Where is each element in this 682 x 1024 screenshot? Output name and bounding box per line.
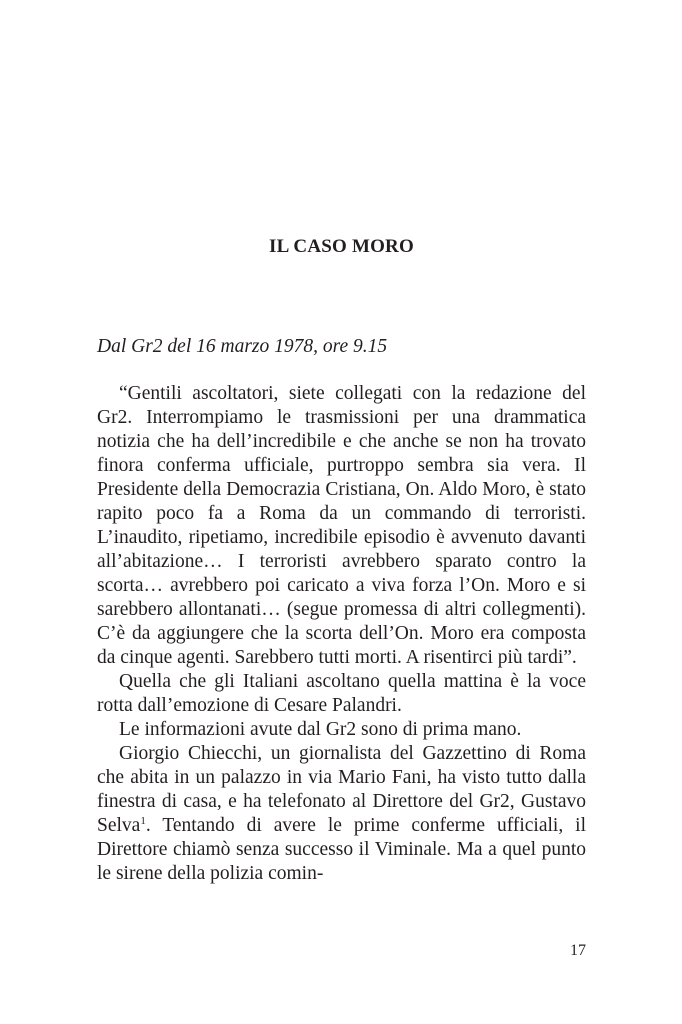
paragraph: Quella che gli Italiani ascoltano quella mattina è la voce rotta dall’emozione di Cesare Palandri. xyxy=(97,671,586,716)
body-text xyxy=(97,382,586,886)
paragraph: “Gentili ascoltatori, siete collegati con la redazione del Gr2. Interrompiamo le trasmissioni per una drammatica notizia che ha dell’incredibile e che anche se non ha trovato finora conferma ufficiale, purtroppo sembra sia vera. Il Presidente della Democrazia Cristiana, On. Aldo Moro, è stato rapito poco fa a Roma da un commando di terroristi. L’inaudito, ripetiamo, incredibile episodio è avvenuto davanti all’abitazione… I terroristi avrebbero sparato contro la scorta… avrebbero poi caricato a viva forza l’On. Moro e si sarebbero allontanati… (segue promessa di altri collegmenti). C’è da aggiungere che la scorta dell’On. Moro era composta da cinque agenti. Sarebbero tutti morti. A risentirci più tardi”. xyxy=(97,383,586,668)
paragraph-text: Giorgio Chiecchi, un giornalista del Gazzettino di Roma che abita in un palazzo in via Mario Fani, ha visto tutto dalla finestra di casa, e ha telefonato al Direttore del Gr2, Gustavo Selva xyxy=(97,743,586,836)
paragraph: Le informazioni avute dal Gr2 sono di prima mano. xyxy=(119,719,522,740)
paragraph-text: Tentando di avere le prime conferme ufficiali, il Direttore chiamò senza successo il Viminale. Ma a quel punto le sirene della polizia comin- xyxy=(97,815,586,884)
paragraph xyxy=(97,742,586,886)
footnote-punct: . xyxy=(145,815,151,836)
footnote-marker[interactable]: 1 xyxy=(140,815,146,827)
page-number: 17 xyxy=(570,942,586,959)
chapter-subtitle: Dal Gr2 del 16 marzo 1978, ore 9.15 xyxy=(97,336,388,357)
book-page xyxy=(97,0,586,1024)
chapter-title: IL CASO MORO xyxy=(269,236,414,257)
